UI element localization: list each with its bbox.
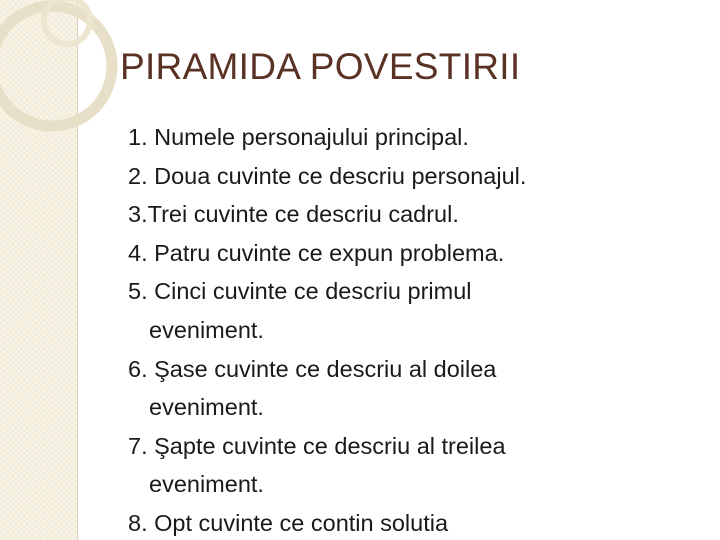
list-item-6-continuation: eveniment. (149, 394, 264, 421)
list-item-4: 4. Patru cuvinte ce expun problema. (128, 239, 505, 266)
list-item-7: 7. Şapte cuvinte ce descriu al treilea (128, 432, 506, 459)
list-item-5-continuation: eveniment. (149, 316, 264, 343)
story-pyramid-list (128, 118, 708, 540)
list-item-2: 2. Doua cuvinte ce descriu personajul. (128, 162, 527, 189)
list-item-6: 6. Şase cuvinte ce descriu al doilea (128, 355, 497, 382)
list-item-3: 3.Trei cuvinte ce descriu cadrul. (128, 201, 459, 228)
large-ring (0, 6, 112, 126)
list-item-8: 8. Opt cuvinte ce contin solutia (128, 509, 449, 536)
list-item-5: 5. Cinci cuvinte ce descriu primul (128, 278, 472, 305)
slide-title: PIRAMIDA POVESTIRII (120, 46, 521, 87)
list-item-1: 1. Numele personajului principal. (128, 124, 469, 150)
list-item-7-continuation: eveniment. (149, 471, 264, 498)
